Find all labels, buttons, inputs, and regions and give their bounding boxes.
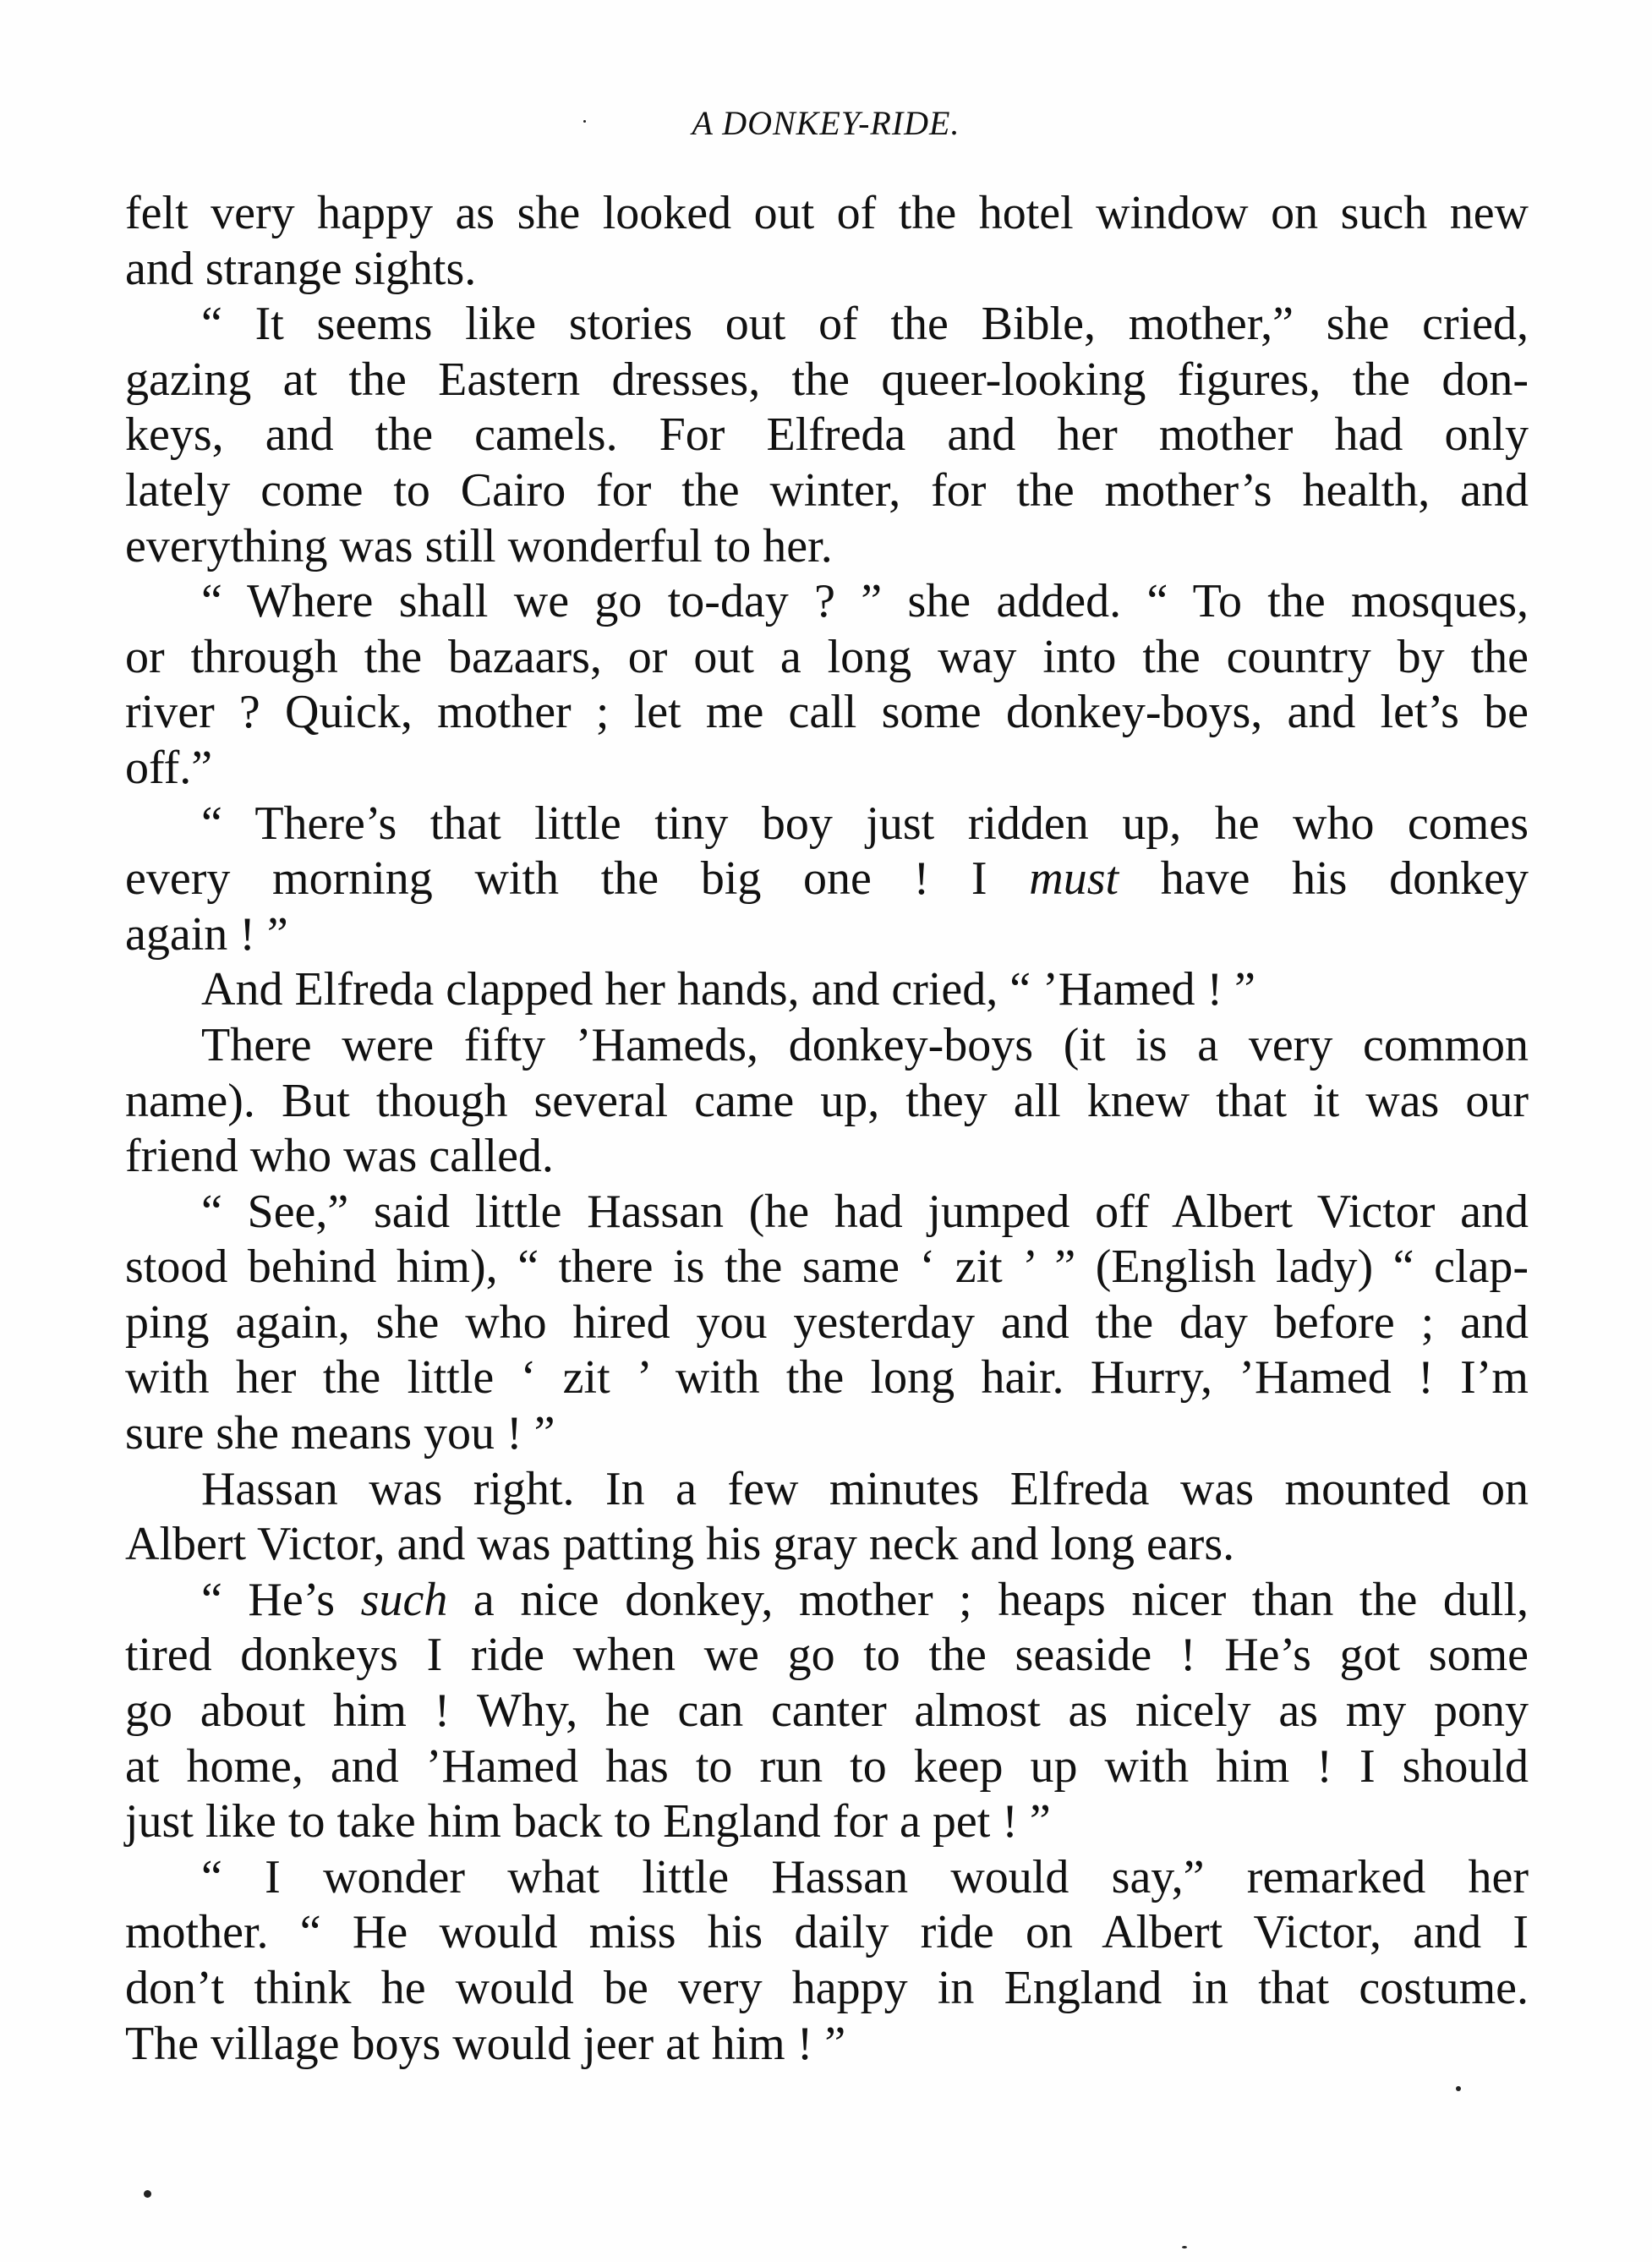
- text-line: stood behind him), “ there is the same ‘ zit ’ ” (English lady) “ clap-: [125, 1241, 1529, 1294]
- text-line: ping again, she who hired you yesterday and the day before ; and: [125, 1295, 1529, 1349]
- text-line: felt very happy as she looked out of the hotel window on such new: [125, 187, 1529, 239]
- text-line: off.”: [125, 741, 213, 794]
- text-line: “ There’s that little tiny boy just ridden up, he who comes: [201, 797, 1529, 850]
- print-speck: [583, 120, 586, 123]
- text-line: or through the bazaars, or out a long way into the country by the: [125, 630, 1529, 683]
- text-line: river ? Quick, mother ; let me call some donkey-boys, and let’s be: [125, 686, 1529, 739]
- print-speck: [1182, 2246, 1187, 2248]
- text-line: friend who was called.: [125, 1130, 554, 1183]
- running-header: A DONKEY-RIDE.: [692, 104, 960, 142]
- print-speck: [1456, 2086, 1461, 2091]
- text-line: “ I wonder what little Hassan would say,” remarked her: [201, 1850, 1529, 1903]
- text-line: tired donkeys I ride when we go to the seaside ! He’s got some: [125, 1629, 1529, 1682]
- text-line: [125, 1573, 1529, 1629]
- text-line: go about him ! Why, he can canter almost as nicely as my pony: [125, 1684, 1529, 1738]
- text-fragment: have his donkey: [1160, 852, 1529, 906]
- text-line: There were fifty ’Hameds, donkey-boys (it is a very common: [201, 1018, 1529, 1071]
- emphasis-text: must: [1029, 852, 1119, 906]
- text-line: “ See,” said little Hassan (he had jumped off Albert Victor and: [201, 1185, 1529, 1238]
- text-line: Albert Victor, and was patting his gray neck and long ears.: [125, 1518, 1235, 1571]
- text-line: everything was still wonderful to her.: [125, 519, 833, 572]
- text-line: sure she means you ! ”: [125, 1407, 555, 1460]
- text-line: And Elfreda clapped her hands, and cried, “ ’Hamed ! ”: [201, 963, 1255, 1016]
- text-line: don’t think he would be very happy in England in that costume.: [125, 1962, 1529, 2014]
- text-line: Hassan was right. In a few minutes Elfreda was mounted on: [201, 1462, 1529, 1515]
- text-fragment: every morning with the big one ! I: [125, 852, 987, 906]
- text-line: at home, and ’Hamed has to run to keep up with him ! I should: [125, 1739, 1529, 1793]
- print-speck: [144, 2190, 151, 2198]
- text-line: name). But though several came up, they all knew that it was our: [125, 1074, 1529, 1127]
- text-line: lately come to Cairo for the winter, for the mother’s health, and: [125, 463, 1529, 517]
- text-line: and strange sights.: [125, 242, 477, 295]
- text-fragment: “ He’s: [201, 1573, 336, 1626]
- text-line: keys, and the camels. For Elfreda and her mother had only: [125, 408, 1529, 462]
- text-line: again ! ”: [125, 907, 288, 961]
- text-line: [125, 852, 1529, 907]
- text-line: with her the little ‘ zit ’ with the long hair. Hurry, ’Hamed ! I’m: [125, 1351, 1529, 1405]
- text-fragment: a nice donkey, mother ; heaps nicer than the dull,: [473, 1573, 1529, 1626]
- text-line: mother. “ He would miss his daily ride on Albert Victor, and I: [125, 1906, 1529, 1959]
- text-line: gazing at the Eastern dresses, the queer-looking figures, the don-: [125, 353, 1529, 406]
- body-text: [125, 186, 1529, 2072]
- text-line: “ It seems like stories out of the Bible, mother,” she cried,: [201, 298, 1529, 351]
- emphasis-text: such: [360, 1573, 448, 1626]
- text-line: just like to take him back to England for a pet ! ”: [125, 1795, 1051, 1848]
- text-line: “ Where shall we go to-day ? ” she added. “ To the mosques,: [201, 575, 1529, 628]
- text-line: The village boys would jeer at him ! ”: [125, 2017, 846, 2070]
